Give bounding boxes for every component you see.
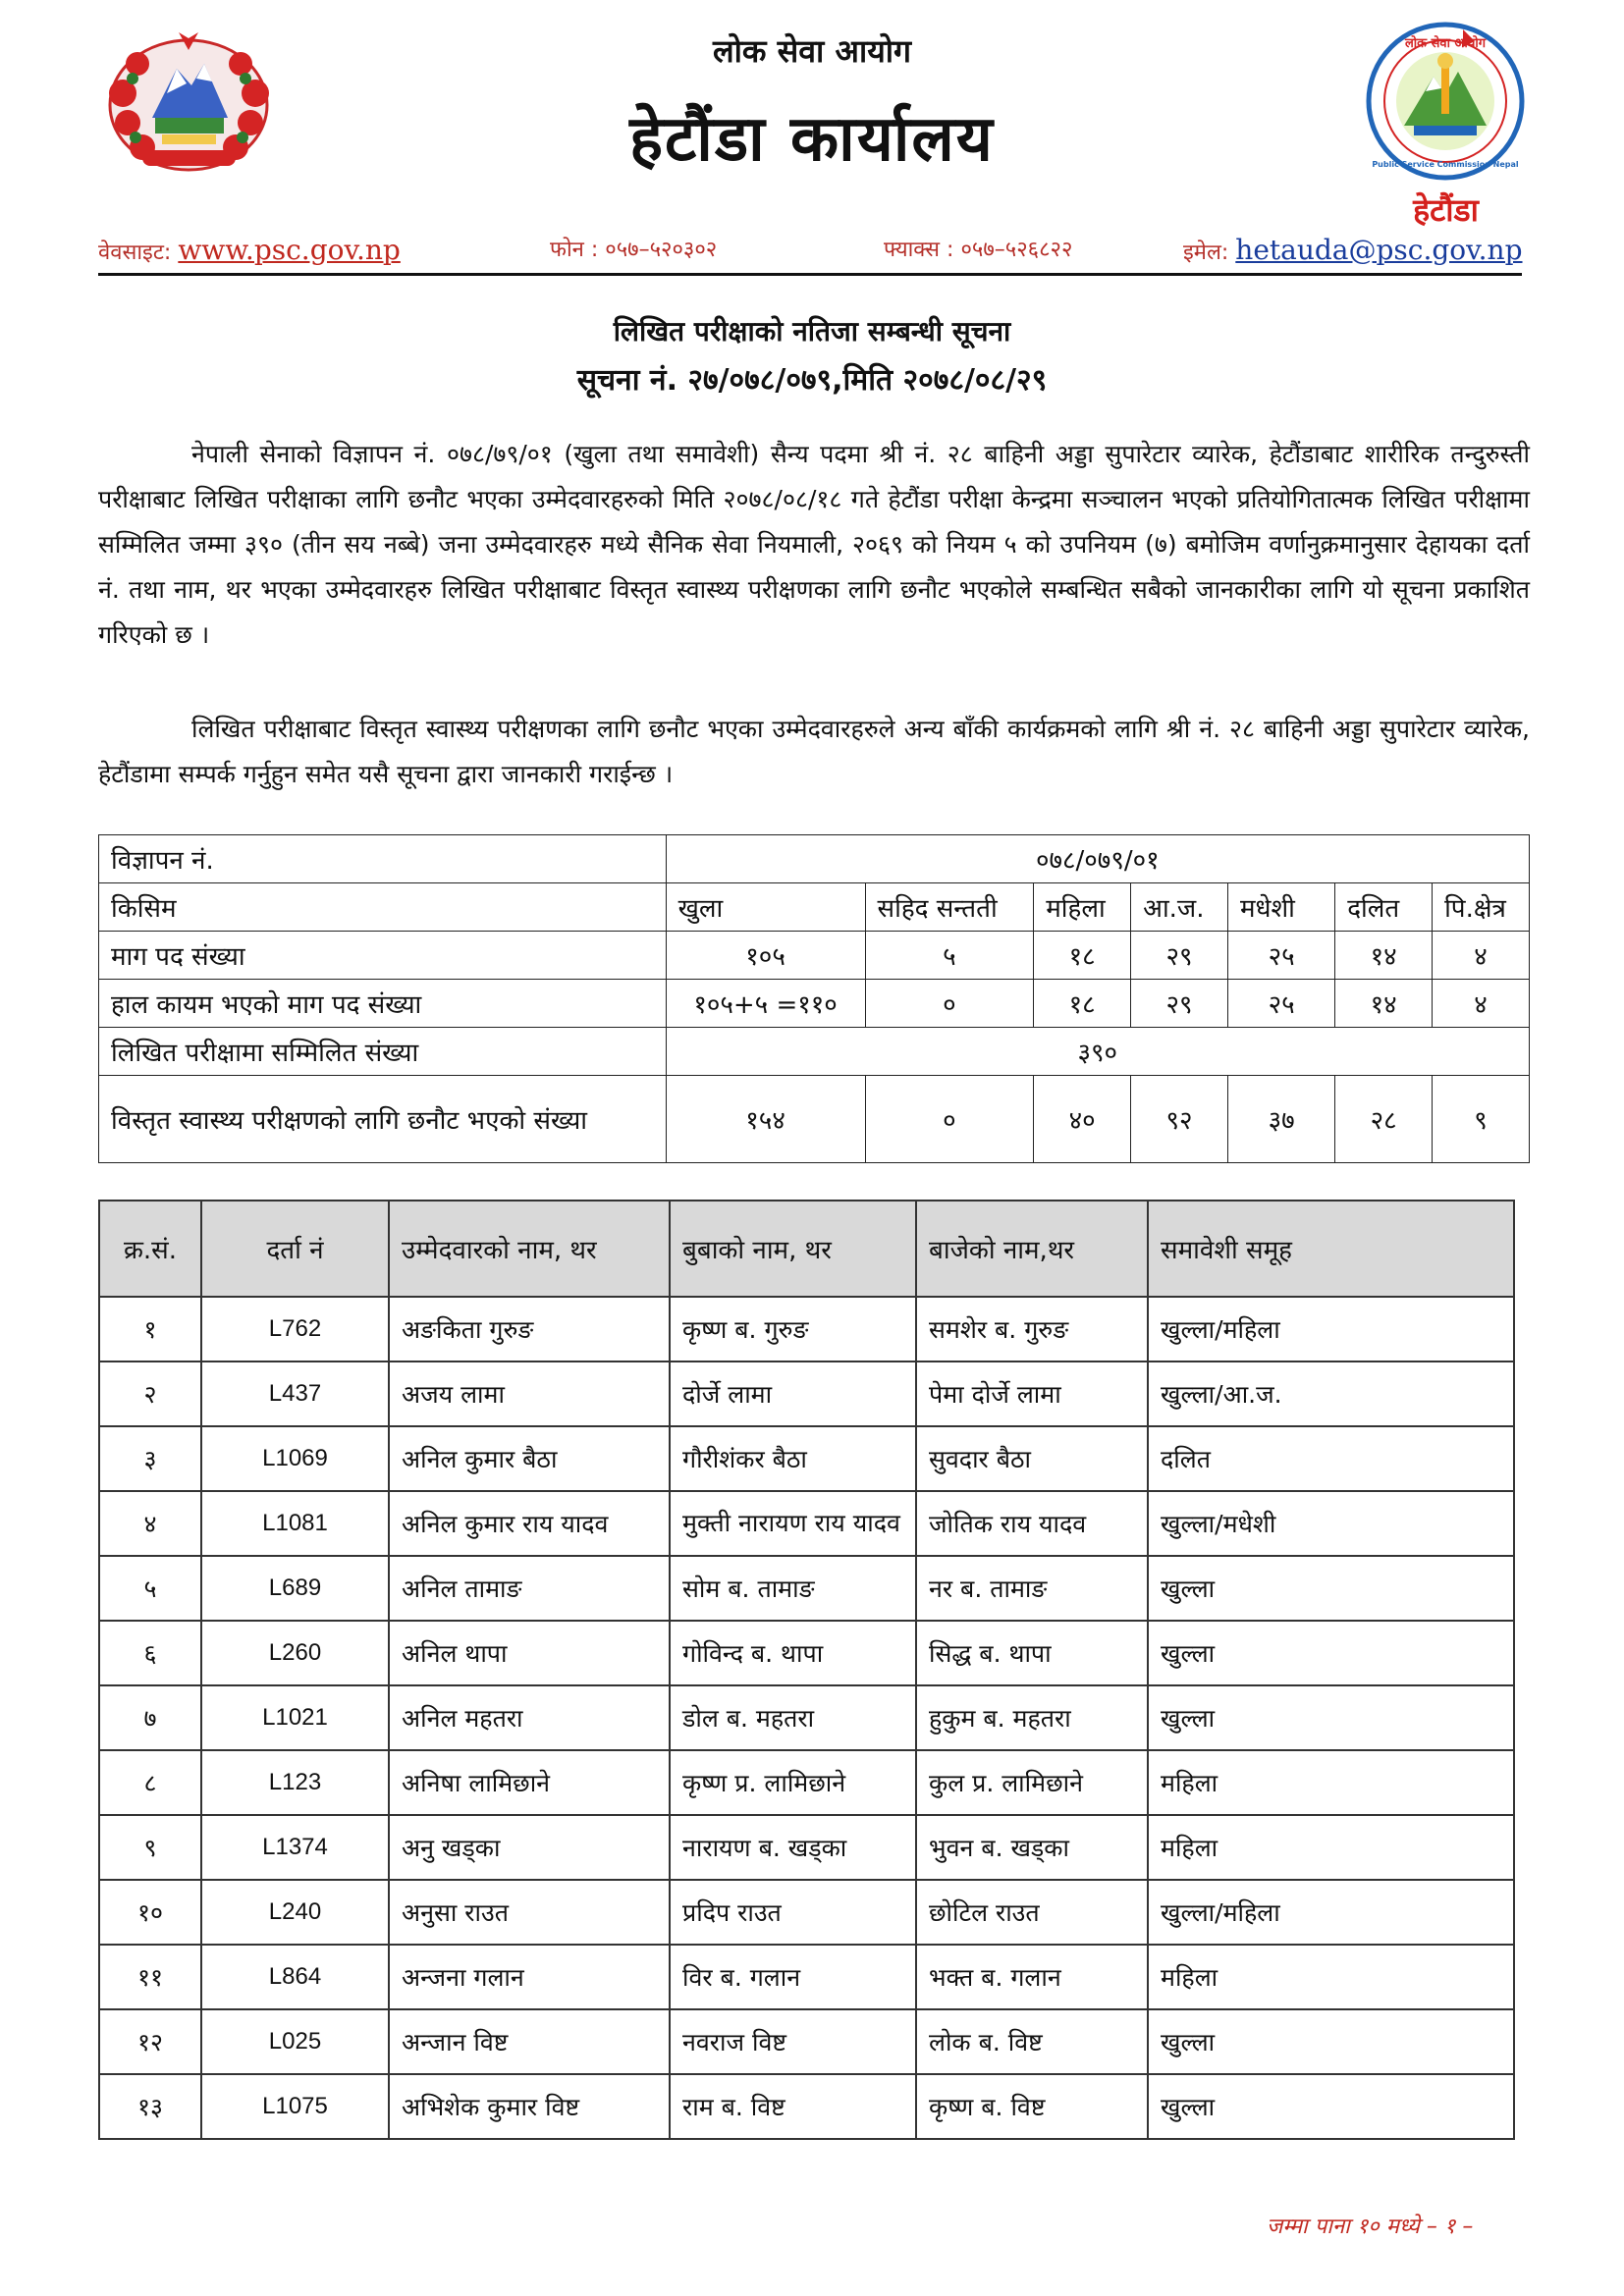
- psc-logo-subtext: Public Service Commission Nepal: [1372, 160, 1519, 169]
- table-row: [99, 1945, 1514, 2009]
- category-cell: मधेशी: [1227, 883, 1334, 932]
- category-cell: सहिद सन्तती: [865, 883, 1034, 932]
- candidate-name-cell: अजय लामा: [389, 1362, 670, 1426]
- group-cell: महिला: [1148, 1750, 1514, 1815]
- grandfather-name-cell: सिद्ध ब. थापा: [916, 1621, 1148, 1685]
- notice-number: सूचना नं. २७/०७८/०७९,मिति २०७८/०८/२९: [576, 363, 1048, 398]
- summary-row-selected: [99, 1076, 1530, 1163]
- header-reg-no: दर्ता नं: [201, 1201, 389, 1297]
- value-cell: १०५+५ =११०: [666, 980, 865, 1028]
- grandfather-name-cell: भुवन ब. खड्का: [916, 1815, 1148, 1880]
- notice-paragraph-1: नेपाली सेनाको विज्ञापन नं. ०७८/७९/०१ (खुला तथा समावेशी) सैन्य पदमा श्री नं. २८ बाहिनी अड्डा सुपारेटार व्यारेक, हेटौंडाबाट शारीरिक तन्दुरुस्ती परीक्षाबाट लिखित परीक्षाका लागि छनौट भएका उम्मेदवारहरुको मिति २०७८/०८/१८ गते हेटौंडा परीक्षा केन्द्रमा सञ्चालन भएको प्रतियोगितात्मक लिखित परीक्षामा सम्मिलित जम्मा ३९० (तीन सय नब्बे) जना उम्मेदवारहरु मध्ये सैनिक सेवा नियमाली, २०६९ को नियम ५ को उपनियम (७) बमोजिम वर्णानुक्रमानुसार देहायका दर्ता नं. तथा नाम, थर भएका उम्मेदवारहरु लिखित परीक्षाबाट विस्तृत स्वास्थ्य परीक्षणका लागि छनौट भएकोले सम्बन्धित सबैको जानकारीका लागि यो सूचना प्रकाशित गरिएको छ ।: [98, 440, 1530, 649]
- value-cell: २९: [1131, 980, 1228, 1028]
- website-link[interactable]: www.psc.gov.np: [178, 234, 401, 266]
- grandfather-name-cell: सुवदार बैठा: [916, 1426, 1148, 1491]
- table-row: [99, 2074, 1514, 2139]
- grandfather-name-cell: छोटिल राउत: [916, 1880, 1148, 1945]
- table-row: [99, 1297, 1514, 1362]
- value-cell: १८: [1034, 980, 1131, 1028]
- value-cell: १८: [1034, 932, 1131, 980]
- table-row: [99, 1880, 1514, 1945]
- candidate-name-cell: अनिल कुमार बैठा: [389, 1426, 670, 1491]
- table-row: [99, 1621, 1514, 1685]
- value-cell: २८: [1335, 1076, 1433, 1163]
- serial-cell: ६: [99, 1621, 201, 1685]
- summary-row-demand: [99, 932, 1530, 980]
- office-name: हेटौंडा कार्यालय: [629, 103, 995, 176]
- value-cell: ९२: [1131, 1076, 1228, 1163]
- category-cell: खुला: [666, 883, 865, 932]
- grandfather-name-cell: नर ब. तामाङ: [916, 1556, 1148, 1621]
- selected-label: विस्तृत स्वास्थ्य परीक्षणको लागि छनौट भएको संख्या: [99, 1076, 667, 1163]
- reg-no-cell: L1374: [201, 1815, 389, 1880]
- grandfather-name-cell: समशेर ब. गुरुङ: [916, 1297, 1148, 1362]
- category-label: किसिम: [99, 883, 667, 932]
- reg-no-cell: L1069: [201, 1426, 389, 1491]
- category-cell: पि.क्षेत्र: [1433, 883, 1530, 932]
- group-cell: खुल्ला: [1148, 2009, 1514, 2074]
- website-label: वेवसाइट:: [98, 240, 172, 265]
- category-cell: दलित: [1335, 883, 1433, 932]
- header-candidate-name: उम्मेदवारको नाम, थर: [389, 1201, 670, 1297]
- value-cell: २५: [1227, 980, 1334, 1028]
- grandfather-name-cell: पेमा दोर्जे लामा: [916, 1362, 1148, 1426]
- adv-label: विज्ञापन नं.: [99, 835, 667, 883]
- value-cell: २५: [1227, 932, 1334, 980]
- father-name-cell: प्रदिप राउत: [670, 1880, 916, 1945]
- serial-cell: ५: [99, 1556, 201, 1621]
- serial-cell: ८: [99, 1750, 201, 1815]
- group-cell: खुल्ला/मधेशी: [1148, 1491, 1514, 1556]
- serial-cell: १०: [99, 1880, 201, 1945]
- serial-cell: २: [99, 1362, 201, 1426]
- father-name-cell: राम ब. विष्ट: [670, 2074, 916, 2139]
- father-name-cell: कृष्ण प्र. लामिछाने: [670, 1750, 916, 1815]
- candidate-name-cell: अनु खड्का: [389, 1815, 670, 1880]
- group-cell: खुल्ला: [1148, 1621, 1514, 1685]
- grandfather-name-cell: कुल प्र. लामिछाने: [916, 1750, 1148, 1815]
- email-label: इमेल:: [1183, 240, 1229, 265]
- grandfather-name-cell: लोक ब. विष्ट: [916, 2009, 1148, 2074]
- reg-no-cell: L1021: [201, 1685, 389, 1750]
- serial-cell: १२: [99, 2009, 201, 2074]
- category-cell: आ.ज.: [1131, 883, 1228, 932]
- candidate-name-cell: अनिल तामाङ: [389, 1556, 670, 1621]
- reg-no-cell: L864: [201, 1945, 389, 2009]
- grandfather-name-cell: भक्त ब. गलान: [916, 1945, 1148, 2009]
- group-cell: खुल्ला: [1148, 1685, 1514, 1750]
- email-link[interactable]: hetauda@psc.gov.np: [1235, 234, 1523, 266]
- value-cell: १५४: [666, 1076, 865, 1163]
- value-cell: ४०: [1034, 1076, 1131, 1163]
- group-cell: खुल्ला/महिला: [1148, 1880, 1514, 1945]
- candidate-name-cell: अनिल थापा: [389, 1621, 670, 1685]
- notice-paragraph-2: लिखित परीक्षाबाट विस्तृत स्वास्थ्य परीक्षणका लागि छनौट भएका उम्मेदवारहरुले अन्य बाँकी कार्यक्रमको लागि श्री नं. २८ बाहिनी अड्डा सुपारेटार व्यारेक, हेटौंडामा सम्पर्क गर्नुहुन समेत यसै सूचना द्वारा जानकारी गराईन्छ ।: [98, 715, 1530, 788]
- phone-contact: [550, 234, 717, 263]
- value-cell: १४: [1335, 932, 1433, 980]
- psc-logo-text: लोक सेवा आयोग: [1404, 36, 1487, 51]
- table-row: [99, 1685, 1514, 1750]
- table-row: [99, 1491, 1514, 1556]
- candidate-name-cell: अनिषा लामिछाने: [389, 1750, 670, 1815]
- candidate-rows: [99, 1297, 1514, 2139]
- row-label: हाल कायम भएको माग पद संख्या: [99, 980, 667, 1028]
- group-cell: खुल्ला: [1148, 2074, 1514, 2139]
- group-cell: खुल्ला/आ.ज.: [1148, 1362, 1514, 1426]
- summary-row-advertisement: [99, 835, 1530, 883]
- adv-value: ०७८/०७९/०१: [666, 835, 1529, 883]
- summary-row-written: [99, 1028, 1530, 1076]
- reg-no-cell: L025: [201, 2009, 389, 2074]
- org-name: लोक सेवा आयोग: [712, 32, 912, 70]
- group-cell: महिला: [1148, 1815, 1514, 1880]
- header-divider: [98, 273, 1522, 276]
- page-indicator: जम्मा पाना १० मध्ये – १ –: [1267, 2215, 1474, 2239]
- website-contact: [98, 234, 401, 266]
- summary-row-current-demand: [99, 980, 1530, 1028]
- value-cell: ०: [865, 980, 1034, 1028]
- phone-number: ०५७–५२०३०२: [605, 238, 718, 262]
- city-label: हेटौंडा: [1413, 191, 1479, 229]
- value-cell: ०: [865, 1076, 1034, 1163]
- group-cell: खुल्ला/महिला: [1148, 1297, 1514, 1362]
- header-grandfather-name: बाजेको नाम,थर: [916, 1201, 1148, 1297]
- value-cell: ९: [1433, 1076, 1530, 1163]
- father-name-cell: सोम ब. तामाङ: [670, 1556, 916, 1621]
- father-name-cell: गोविन्द ब. थापा: [670, 1621, 916, 1685]
- father-name-cell: दोर्जे लामा: [670, 1362, 916, 1426]
- father-name-cell: विर ब. गलान: [670, 1945, 916, 2009]
- table-row: [99, 1815, 1514, 1880]
- reg-no-cell: L762: [201, 1297, 389, 1362]
- serial-cell: ९: [99, 1815, 201, 1880]
- reg-no-cell: L1075: [201, 2074, 389, 2139]
- fax-number: ०५७–५२६८२२: [960, 238, 1073, 262]
- grandfather-name-cell: जोतिक राय यादव: [916, 1491, 1148, 1556]
- father-name-cell: नारायण ब. खड्का: [670, 1815, 916, 1880]
- header-inclusive-group: समावेशी समूह: [1148, 1201, 1514, 1297]
- reg-no-cell: L437: [201, 1362, 389, 1426]
- father-name-cell: डोल ब. महतरा: [670, 1685, 916, 1750]
- summary-row-category: [99, 883, 1530, 932]
- table-row: [99, 1426, 1514, 1491]
- value-cell: २९: [1131, 932, 1228, 980]
- fax-label: फ्याक्स :: [884, 238, 954, 262]
- value-cell: १०५: [666, 932, 865, 980]
- candidate-name-cell: अभिशेक कुमार विष्ट: [389, 2074, 670, 2139]
- candidate-name-cell: अन्जान विष्ट: [389, 2009, 670, 2074]
- candidate-name-cell: अनिल महतरा: [389, 1685, 670, 1750]
- candidate-name-cell: अनिल कुमार राय यादव: [389, 1491, 670, 1556]
- value-cell: १४: [1335, 980, 1433, 1028]
- group-cell: दलित: [1148, 1426, 1514, 1491]
- serial-cell: ११: [99, 1945, 201, 2009]
- group-cell: खुल्ला: [1148, 1556, 1514, 1621]
- candidate-header-row: [99, 1201, 1514, 1297]
- value-cell: ४: [1433, 932, 1530, 980]
- father-name-cell: मुक्ती नारायण राय यादव: [670, 1491, 916, 1556]
- value-cell: ४: [1433, 980, 1530, 1028]
- header-father-name: बुबाको नाम, थर: [670, 1201, 916, 1297]
- summary-table: [98, 834, 1530, 1163]
- candidate-name-cell: अङकिता गुरुङ: [389, 1297, 670, 1362]
- header-serial: क्र.सं.: [99, 1201, 201, 1297]
- candidate-name-cell: अनुसा राउत: [389, 1880, 670, 1945]
- email-contact: [1183, 234, 1523, 266]
- serial-cell: ३: [99, 1426, 201, 1491]
- fax-contact: [884, 234, 1072, 263]
- grandfather-name-cell: कृष्ण ब. विष्ट: [916, 2074, 1148, 2139]
- table-row: [99, 2009, 1514, 2074]
- candidate-name-cell: अन्जना गलान: [389, 1945, 670, 2009]
- grandfather-name-cell: हुकुम ब. महतरा: [916, 1685, 1148, 1750]
- serial-cell: ४: [99, 1491, 201, 1556]
- row-label: माग पद संख्या: [99, 932, 667, 980]
- group-cell: महिला: [1148, 1945, 1514, 2009]
- serial-cell: १: [99, 1297, 201, 1362]
- category-cell: महिला: [1034, 883, 1131, 932]
- candidate-table: [98, 1200, 1515, 2140]
- father-name-cell: नवराज विष्ट: [670, 2009, 916, 2074]
- reg-no-cell: L123: [201, 1750, 389, 1815]
- reg-no-cell: L240: [201, 1880, 389, 1945]
- reg-no-cell: L260: [201, 1621, 389, 1685]
- table-row: [99, 1362, 1514, 1426]
- father-name-cell: कृष्ण ब. गुरुङ: [670, 1297, 916, 1362]
- father-name-cell: गौरीशंकर बैठा: [670, 1426, 916, 1491]
- phone-label: फोन :: [550, 238, 599, 262]
- reg-no-cell: L1081: [201, 1491, 389, 1556]
- reg-no-cell: L689: [201, 1556, 389, 1621]
- written-label: लिखित परीक्षामा सम्मिलित संख्या: [99, 1028, 667, 1076]
- table-row: [99, 1750, 1514, 1815]
- value-cell: ५: [865, 932, 1034, 980]
- table-row: [99, 1556, 1514, 1621]
- value-cell: ३७: [1227, 1076, 1334, 1163]
- serial-cell: ७: [99, 1685, 201, 1750]
- notice-title: लिखित परीक्षाको नतिजा सम्बन्धी सूचना: [613, 315, 1011, 347]
- serial-cell: १३: [99, 2074, 201, 2139]
- written-value: ३९०: [666, 1028, 1529, 1076]
